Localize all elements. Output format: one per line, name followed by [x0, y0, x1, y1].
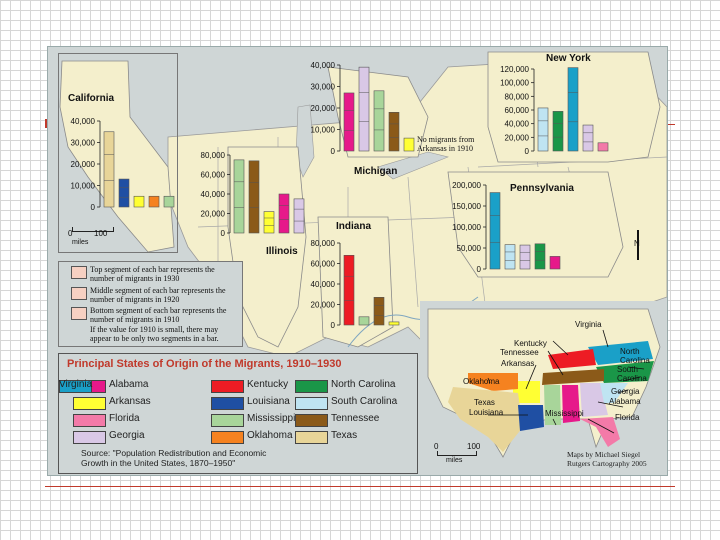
pennsylvania-bar-virginia: [490, 193, 500, 269]
new-york-tick-label: 100,000: [500, 78, 529, 88]
key-swatch-arkansas: [73, 397, 106, 410]
indiana-tick-label: 20,000: [310, 300, 335, 310]
origin-key-title: Principal States of Origin of the Migrants, 1910–1930: [67, 358, 342, 370]
california-tick-label: 40,000: [70, 117, 95, 126]
key-swatch-north-carolina: [295, 380, 328, 393]
california-tick-label: 30,000: [70, 138, 95, 148]
california-tick-label: 10,000: [70, 181, 95, 191]
legend-box-1920: [71, 287, 87, 300]
key-swatch-georgia: [73, 431, 106, 444]
key-label-arkansas: Arkansas: [109, 396, 151, 407]
key-swatch-tennessee: [295, 414, 328, 427]
new-york-tick-label: 80,000: [504, 92, 529, 102]
new-york-tick-label: 20,000: [504, 133, 529, 143]
south-label-north-carolina: North Carolina: [620, 347, 650, 365]
pennsylvania-tick-label: 100,000: [452, 223, 481, 232]
indiana-tick-label: 0: [330, 321, 335, 330]
new-york-tick-label: 0: [524, 147, 529, 156]
michigan-bar-alabama: [344, 93, 354, 151]
indiana-bar-tennessee: [374, 297, 384, 325]
south-scale: [437, 451, 477, 456]
illinois-chart-title: Illinois: [266, 246, 298, 257]
key-label-texas: Texas: [331, 430, 358, 441]
pennsylvania-tick-label: 200,000: [452, 181, 481, 190]
south-label-virginia: Virginia: [575, 320, 602, 329]
pennsylvania-bar-north-carolina: [535, 244, 545, 269]
key-label-florida: Florida: [109, 413, 140, 424]
key-label-oklahoma: Oklahoma: [247, 430, 293, 441]
south-label-louisiana: Louisiana: [469, 408, 504, 417]
illinois-bar-arkansas: [264, 212, 274, 233]
california-chart-title: California: [68, 93, 115, 104]
michigan-bar-arkansas: [404, 138, 414, 151]
indiana-tick-label: 60,000: [310, 259, 335, 269]
south-label-florida: Florida: [615, 413, 640, 422]
michigan-tick-label: 40,000: [310, 61, 335, 70]
compass-icon: [633, 230, 643, 260]
key-label-alabama: Alabama: [109, 379, 149, 390]
legend-text-1930: Top segment of each bar represents the number of migrants in 1930: [90, 265, 215, 283]
key-label-mississippi: Mississippi: [247, 413, 296, 424]
origin-key: [58, 353, 418, 474]
california-tick-label: 0: [90, 203, 95, 212]
key-swatch-mississippi: [211, 414, 244, 427]
california-bar-arkansas: [134, 196, 144, 207]
new-york-tick-label: 40,000: [504, 119, 529, 129]
indiana-bar-mississippi: [359, 317, 369, 325]
new-york-bar-georgia: [583, 125, 593, 151]
south-label-tennessee: Tennessee: [500, 348, 539, 357]
legend-text-note: If the value for 1910 is small, there may appear to be only two segments in a bar.: [90, 325, 219, 343]
michigan-bar-georgia: [359, 67, 369, 151]
key-swatch-florida: [73, 414, 106, 427]
california-tick-label: 20,000: [70, 160, 95, 169]
indiana-tick-label: 40,000: [310, 280, 335, 289]
south-label-kentucky: Kentucky: [514, 339, 547, 348]
illinois-bar-mississippi: [234, 160, 244, 233]
illinois-tick-label: 60,000: [200, 170, 225, 180]
map-credit-1: Maps by Michael Siegel: [567, 450, 641, 459]
south-label-south-carolina: South Carolina: [617, 365, 647, 383]
south-label-georgia: Georgia: [611, 387, 640, 396]
illinois-bar-alabama: [279, 194, 289, 233]
pennsylvania-tick-label: 50,000: [456, 244, 481, 253]
pennsylvania-chart-title: Pennsylvania: [510, 183, 574, 194]
key-label-louisiana: Louisiana: [247, 396, 290, 407]
new-york-bar-south-carolina: [538, 108, 548, 151]
legend-text-1920: Middle segment of each bar represents the number of migrants in 1920: [90, 286, 226, 304]
michigan-chart-title: Michigan: [354, 166, 398, 177]
california-scale-zero: 0: [68, 229, 73, 238]
slide-bottom-rule: [45, 486, 675, 487]
california-bar-louisiana: [119, 179, 129, 207]
michigan-bar-tennessee: [389, 112, 399, 151]
new-york-bar-north-carolina: [553, 111, 563, 151]
compass-n-label: N: [634, 239, 640, 248]
key-label-south-carolina: South Carolina: [331, 396, 398, 407]
new-york-bar-virginia: [568, 68, 578, 151]
pennsylvania-bar-south-carolina: [505, 245, 515, 269]
south-scale-unit: miles: [446, 457, 463, 464]
michigan-tick-label: 0: [330, 147, 335, 156]
south-label-alabama: Alabama: [609, 397, 641, 406]
south-label-mississippi: Mississippi: [545, 409, 584, 418]
newyork-chart-title: New York: [546, 53, 591, 64]
illinois-bar-tennessee: [249, 161, 259, 233]
origin-key-source: Source: "Population Redistribution and Economic Growth in the United States, 1870–1950": [81, 448, 267, 468]
south-label-arkansas: Arkansas: [501, 359, 535, 368]
michigan-tick-label: 30,000: [310, 82, 335, 92]
pennsylvania-bar-alabama: [550, 256, 560, 269]
california-scale-unit: miles: [72, 239, 89, 246]
key-swatch-kentucky: [211, 380, 244, 393]
key-label-tennessee: Tennessee: [331, 413, 380, 424]
south-label-texas: Texas: [474, 398, 495, 407]
indiana-chart-title: Indiana: [336, 221, 372, 232]
key-label-north-carolina: North Carolina: [331, 379, 396, 390]
legend-box-1930: [71, 266, 87, 279]
california-bar-texas: [104, 132, 114, 207]
south-scale-hundred: 100: [467, 442, 481, 451]
california-scale: [72, 227, 114, 232]
pennsylvania-tick-label: 150,000: [452, 202, 481, 211]
key-label-virginia: Virginia: [59, 379, 93, 390]
key-swatch-texas: [295, 431, 328, 444]
pennsylvania-tick-label: 0: [476, 265, 481, 274]
south-scale-zero: 0: [434, 442, 439, 451]
new-york-tick-label: 60,000: [504, 106, 529, 115]
legend-box-1910: [71, 307, 87, 320]
illinois-tick-label: 80,000: [200, 151, 225, 160]
michigan-bar-mississippi: [374, 91, 384, 151]
new-york-bar-florida: [598, 143, 608, 151]
illinois-tick-label: 0: [220, 229, 225, 238]
california-scale-hundred: 100: [94, 229, 108, 238]
michigan-tick-label: 20,000: [310, 104, 335, 113]
indiana-tick-label: 80,000: [310, 239, 335, 248]
illinois-bar-georgia: [294, 199, 304, 233]
new-york-tick-label: 120,000: [500, 65, 529, 74]
key-label-georgia: Georgia: [109, 430, 145, 441]
segment-legend: [58, 261, 243, 347]
michigan-tick-label: 10,000: [310, 125, 335, 135]
key-swatch-louisiana: [211, 397, 244, 410]
south-label-oklahoma: Oklahoma: [463, 377, 500, 386]
illinois-tick-label: 40,000: [200, 190, 225, 199]
legend-text-1910: Bottom segment of each bar represents the number of migrants in 1910: [90, 306, 227, 324]
key-swatch-south-carolina: [295, 397, 328, 410]
migration-map: [47, 46, 668, 476]
california-bar-oklahoma: [149, 196, 159, 207]
illinois-tick-label: 20,000: [200, 209, 225, 219]
indiana-bar-arkansas: [389, 322, 399, 325]
key-label-kentucky: Kentucky: [247, 379, 289, 390]
pennsylvania-bar-georgia: [520, 245, 530, 269]
california-bar-mississippi: [164, 196, 174, 207]
map-credit-2: Rutgers Cartography 2005: [567, 459, 647, 468]
indiana-bar-kentucky: [344, 255, 354, 325]
michigan-annotation: No migrants from Arkansas in 1910: [417, 135, 475, 153]
key-swatch-oklahoma: [211, 431, 244, 444]
